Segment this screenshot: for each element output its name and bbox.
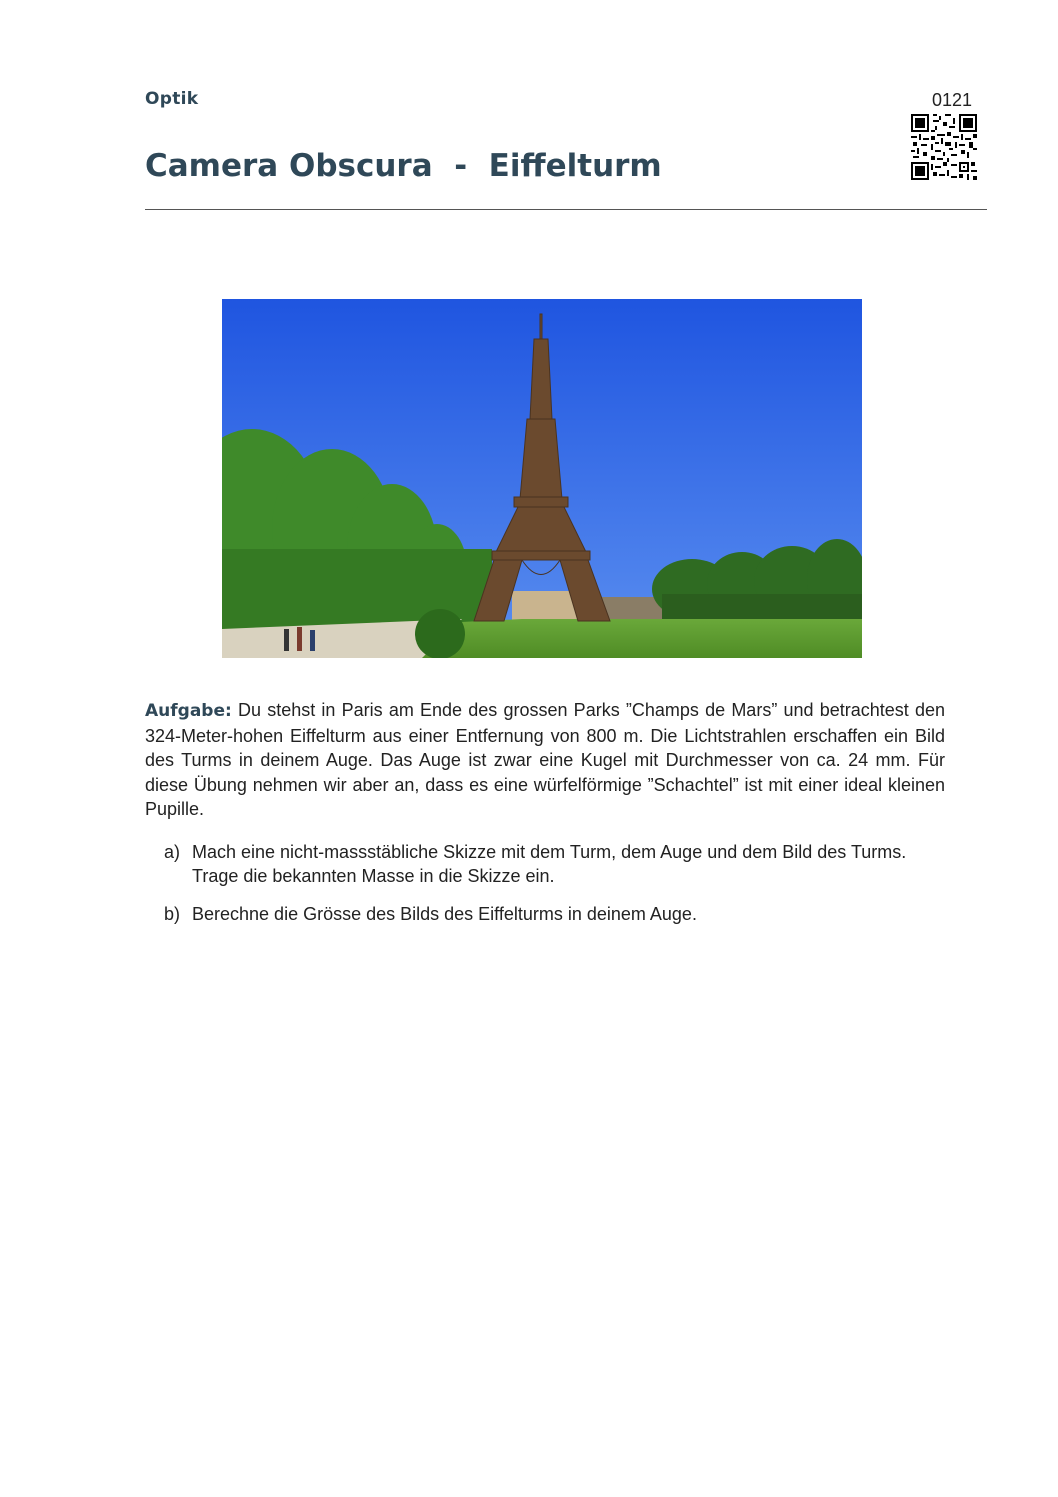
subtask-list (164, 840, 954, 940)
subtask-marker: a) (164, 842, 181, 862)
subtask-text: Mach eine nicht-massstäbliche Skizze mit dem Turm, dem Auge und dem Bild des Turms. Trage die bekannten Masse in die Skizze ein. (192, 842, 907, 886)
document-number: 0121 (931, 90, 973, 110)
subject-label: Optik (145, 89, 199, 109)
task-text: Du stehst in Paris am Ende des grossen Parks ”Champs de Mars” und betrachtest den 324-Meter-hohen Eiffelturm aus einer Entfernung von 800 m. Die Lichtstrahlen erschaffen ein Bild des Turms in deinem Auge. Das Auge ist zwar eine Kugel mit Durchmesser von ca. 24 mm. Für diese Übung nehmen wir aber an, dass es eine würfelförmige ”Schachtel” ist mit einer ideal kleinen Pupille. (145, 700, 945, 819)
header-divider (145, 209, 987, 210)
eiffel-tower-photo (222, 299, 862, 658)
page-title: Camera Obscura - Eiffelturm (145, 148, 662, 184)
subtask-a (164, 840, 954, 888)
subtask-b (164, 902, 954, 926)
qr-code-icon[interactable] (911, 114, 977, 180)
task-paragraph (145, 698, 945, 822)
subtask-text: Berechne die Grösse des Bilds des Eiffelturms in deinem Auge. (192, 904, 697, 924)
task-label: Aufgabe: (145, 701, 232, 721)
subtask-marker: b) (164, 904, 181, 924)
